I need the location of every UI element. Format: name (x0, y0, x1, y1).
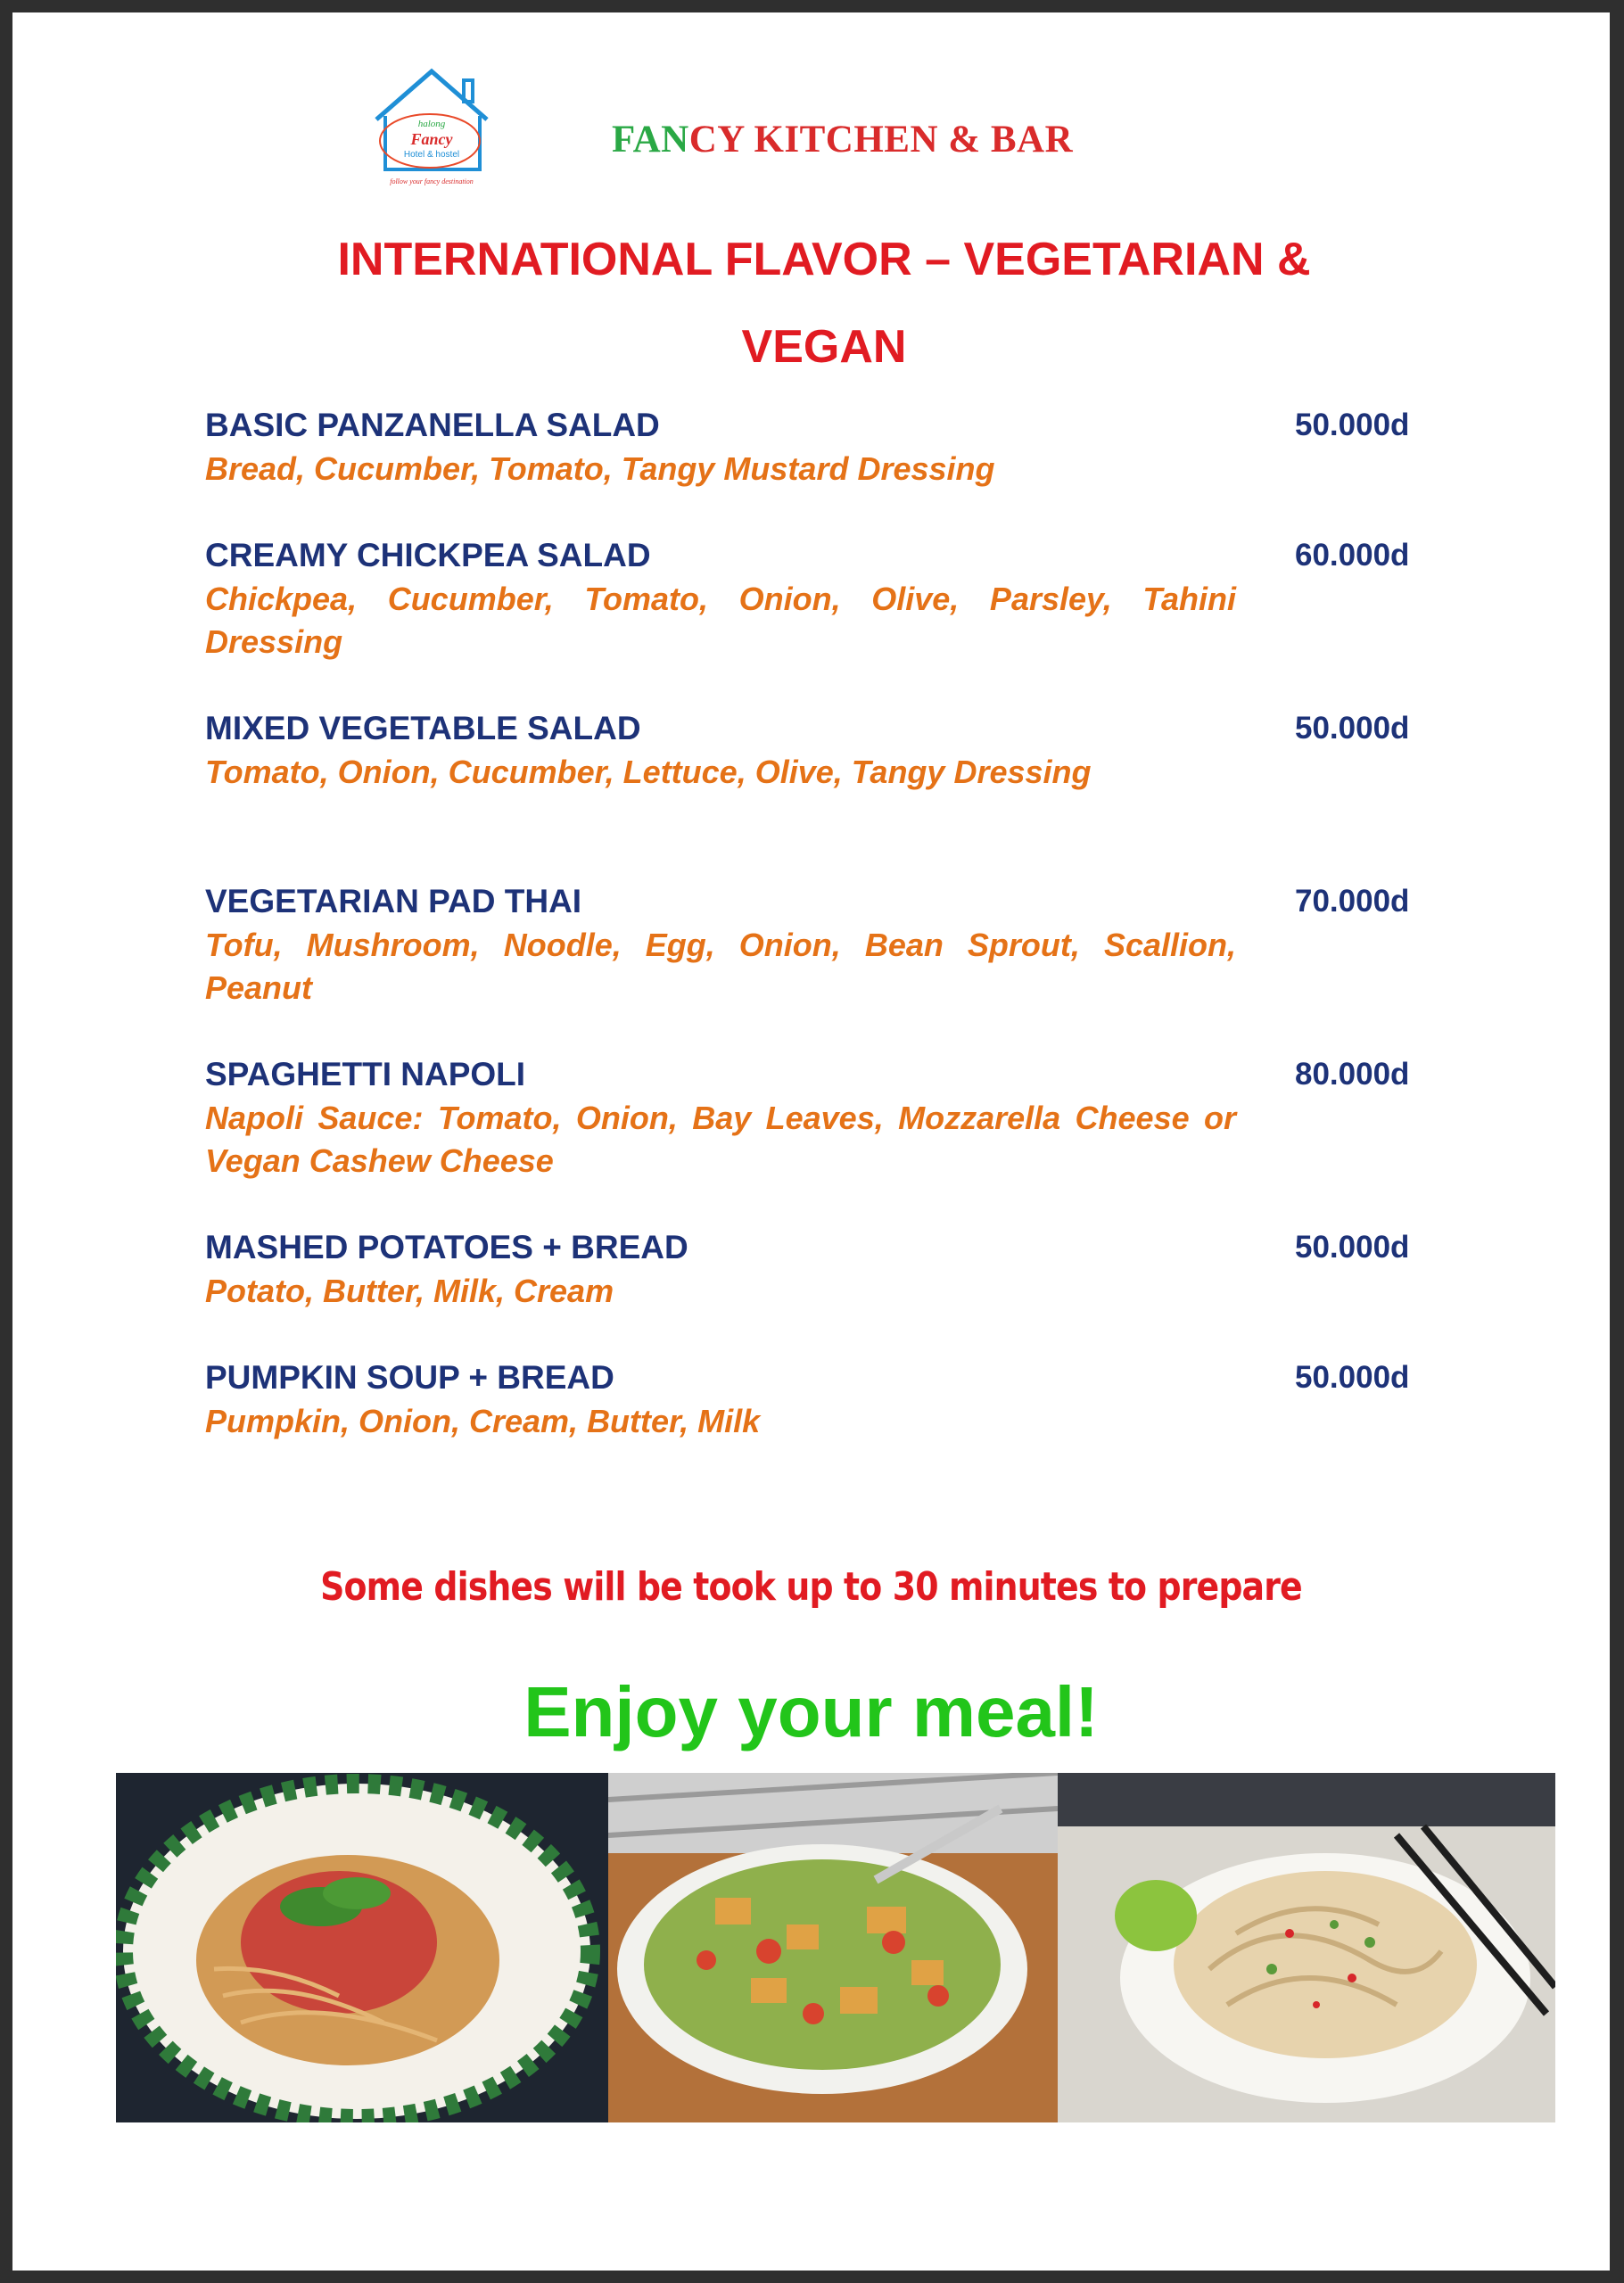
menu-list (205, 403, 1436, 1486)
menu-item-price: 80.000d (1295, 1057, 1410, 1092)
restaurant-name-part1: FAN (612, 119, 689, 161)
menu-item (205, 706, 1436, 879)
menu-item (205, 1356, 1436, 1486)
restaurant-name (612, 118, 1073, 161)
enjoy-message: Enjoy your meal! (523, 1672, 1099, 1751)
food-photo-strip (116, 1773, 1555, 2122)
panzanella-salad-photo (608, 1773, 1058, 2122)
menu-item-price: 50.000d (1295, 1360, 1410, 1395)
menu-item-description: Napoli Sauce: Tomato, Onion, Bay Leaves, Mozzarella Cheese or Vegan Cashew Cheese (205, 1100, 1236, 1179)
menu-item-description: Tomato, Onion, Cucumber, Lettuce, Olive, Tangy Dressing (205, 754, 1092, 790)
menu-item-name: PUMPKIN SOUP + BREAD (205, 1359, 614, 1396)
menu-page (12, 12, 1610, 2271)
menu-item (205, 533, 1436, 706)
menu-item-name: MIXED VEGETABLE SALAD (205, 710, 641, 746)
menu-item-name: CREAMY CHICKPEA SALAD (205, 537, 651, 573)
menu-item-price: 60.000d (1295, 538, 1410, 573)
menu-item (205, 879, 1436, 1052)
menu-item-name: VEGETARIAN PAD THAI (205, 883, 582, 919)
menu-item-price: 50.000d (1295, 408, 1410, 442)
logo-text-top: halong (417, 119, 446, 129)
logo-text-sub: Hotel & hostel (403, 150, 460, 160)
menu-item (205, 1225, 1436, 1356)
restaurant-name-part2: CY KITCHEN & BAR (688, 119, 1074, 161)
menu-item (205, 403, 1436, 533)
hotel-logo (359, 64, 505, 191)
pad-thai-photo (1058, 1773, 1555, 2122)
menu-item-description: Bread, Cucumber, Tomato, Tangy Mustard Dressing (205, 450, 995, 487)
menu-item-description: Tofu, Mushroom, Noodle, Egg, Onion, Bean Sprout, Scallion, Peanut (205, 927, 1236, 1006)
logo-text-main: Fancy (410, 130, 453, 148)
menu-item (205, 1052, 1436, 1225)
menu-item-name: BASIC PANZANELLA SALAD (205, 407, 660, 443)
menu-item-price: 50.000d (1295, 711, 1410, 746)
menu-title (191, 216, 1457, 391)
menu-item-name: SPAGHETTI NAPOLI (205, 1056, 526, 1092)
menu-title-line2: VEGAN (741, 321, 907, 373)
menu-title-line1: INTERNATIONAL FLAVOR – VEGETARIAN & (337, 234, 1311, 285)
spaghetti-photo (116, 1773, 608, 2122)
menu-item-description: Potato, Butter, Milk, Cream (205, 1273, 614, 1309)
menu-item-price: 50.000d (1295, 1230, 1410, 1265)
logo-tagline: follow your fancy destination (390, 177, 474, 185)
preparation-note: Some dishes will be took up to 30 minutes to prepare (320, 1564, 1302, 1610)
menu-item-price: 70.000d (1295, 884, 1410, 919)
menu-item-name: MASHED POTATOES + BREAD (205, 1229, 688, 1265)
menu-item-description: Chickpea, Cucumber, Tomato, Onion, Olive, Parsley, Tahini Dressing (205, 581, 1236, 660)
menu-item-description: Pumpkin, Onion, Cream, Butter, Milk (205, 1403, 761, 1439)
